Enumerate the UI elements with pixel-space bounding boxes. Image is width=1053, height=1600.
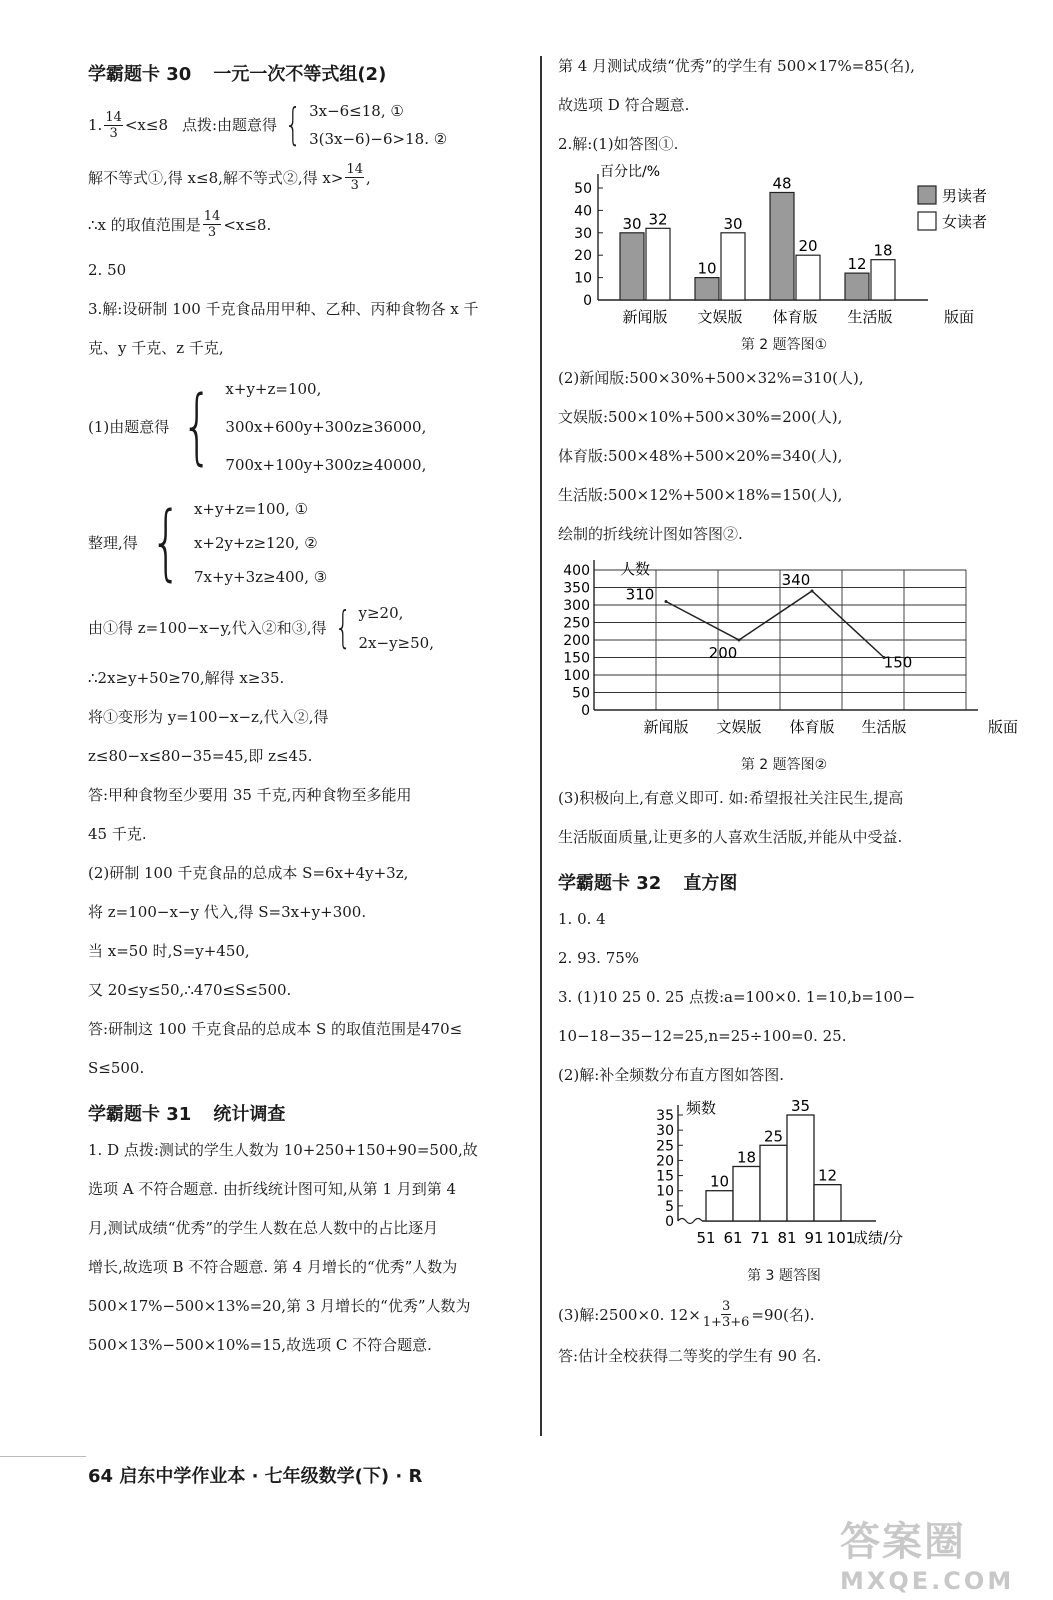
footer-rule bbox=[0, 1456, 86, 1457]
data-label: 340 bbox=[781, 571, 811, 589]
right-column bbox=[558, 56, 1019, 1366]
section-32-heading bbox=[558, 869, 1010, 895]
text-line: (3)积极向上,有意义即可. 如:希望报社关注民生,提高 bbox=[558, 789, 904, 807]
y-tick-label: 250 bbox=[563, 615, 590, 632]
bar bbox=[796, 255, 820, 300]
q3-system-2 bbox=[88, 492, 520, 594]
numerator: 3 bbox=[721, 1299, 731, 1314]
column-divider bbox=[540, 56, 542, 1436]
solution-line: 当 x=50 时,S=y+450, bbox=[88, 942, 250, 960]
x-tick-label: 生活版 bbox=[861, 718, 907, 736]
solution-line: 答:甲种食物至少要用 35 千克,丙种食物至多能用 bbox=[88, 786, 412, 804]
y-tick-label: 5 bbox=[665, 1198, 674, 1215]
q3-solution-lines bbox=[88, 668, 520, 1078]
watermark-url: MXQE.COM bbox=[840, 1567, 1015, 1595]
histogram-bar bbox=[814, 1185, 841, 1221]
bar-chart-readers bbox=[558, 160, 1010, 330]
data-label: 150 bbox=[883, 653, 913, 672]
data-label: 10 bbox=[697, 259, 717, 278]
q3-line: 3.解:设研制 100 千克食品用甲种、乙种、丙种食物各 x 千 bbox=[88, 300, 479, 318]
brace: { bbox=[284, 99, 302, 150]
data-label: 18 bbox=[873, 241, 893, 260]
fraction bbox=[703, 1299, 750, 1330]
solution-line: 增长,故选项 B 不符合题意. 第 4 月增长的“优秀”人数为 bbox=[88, 1258, 458, 1276]
text: <x≤8. bbox=[223, 215, 272, 234]
y-tick-label: 300 bbox=[563, 598, 590, 614]
denominator: 1+3+6 bbox=[702, 1315, 750, 1330]
x-tick-label: 新闻版 bbox=[622, 308, 668, 326]
y-tick-label: 50 bbox=[574, 181, 592, 197]
y-tick-label: 0 bbox=[583, 293, 592, 309]
brace: { bbox=[150, 495, 182, 590]
left-column bbox=[88, 56, 520, 1355]
q3-system-1 bbox=[88, 370, 520, 484]
histogram-bar bbox=[706, 1191, 733, 1221]
solution-line: 1. D 点拨:测试的学生人数为 10+250+150+90=500,故 bbox=[88, 1141, 478, 1159]
text: ∴x 的取值范围是 bbox=[88, 215, 201, 234]
solution-line: 又 20≤y≤50,∴470≤S≤500. bbox=[88, 981, 292, 999]
x-tick-label: 91 bbox=[804, 1229, 824, 1247]
legend-swatch bbox=[918, 212, 936, 230]
text-line: 2.解:(1)如答图①. bbox=[558, 135, 679, 153]
bar bbox=[770, 192, 794, 300]
text-line: (2)新闻版:500×30%+500×32%=310(人), bbox=[558, 369, 864, 387]
text: , bbox=[366, 168, 371, 187]
data-label: 30 bbox=[723, 214, 743, 233]
y-tick-label: 10 bbox=[656, 1183, 674, 1200]
data-point bbox=[665, 600, 668, 603]
q33-line bbox=[558, 1299, 1010, 1330]
data-label: 200 bbox=[708, 644, 738, 662]
data-label: 12 bbox=[847, 255, 867, 274]
numerator: 14 bbox=[203, 209, 221, 224]
text-line: 1. 0. 4 bbox=[558, 910, 606, 928]
data-label: 310 bbox=[625, 585, 655, 604]
q1-line2 bbox=[88, 162, 520, 193]
q1-answer: <x≤8 bbox=[124, 116, 168, 134]
bar bbox=[721, 233, 745, 300]
text-line: 文娱版:500×10%+500×30%=200(人), bbox=[558, 408, 843, 426]
y-tick-label: 10 bbox=[574, 270, 592, 287]
text-line: 2. 93. 75% bbox=[558, 949, 640, 967]
text-line: 生活版:500×12%+500×18%=150(人), bbox=[558, 486, 843, 504]
axis-break bbox=[678, 1219, 702, 1224]
system-lines bbox=[359, 602, 434, 654]
histogram-bar bbox=[760, 1145, 787, 1221]
x-axis-label: 版面 bbox=[988, 718, 1019, 736]
legend-swatch bbox=[918, 186, 936, 204]
solution-line: 选项 A 不符合题意. 由折线统计图可知,从第 1 月到第 4 bbox=[88, 1180, 457, 1198]
data-label: 48 bbox=[772, 174, 792, 193]
fraction bbox=[345, 162, 364, 193]
denominator: 3 bbox=[350, 178, 359, 193]
data-label: 20 bbox=[798, 237, 818, 256]
text-line: 体育版:500×48%+500×20%=340(人), bbox=[558, 447, 843, 465]
solution-line: 答:研制这 100 千克食品的总成本 S 的取值范围是470≤ bbox=[88, 1020, 463, 1038]
text-line: 绘制的折线统计图如答图②. bbox=[558, 525, 743, 543]
text-line: 10−18−35−12=25,n=25÷100=0. 25. bbox=[558, 1027, 847, 1045]
bar bbox=[845, 273, 869, 300]
system-line: x+y+z=100, bbox=[225, 380, 322, 398]
text-line: (2)解:补全频数分布直方图如答图. bbox=[558, 1066, 785, 1084]
legend-label: 女读者 bbox=[942, 213, 988, 231]
q1-line3 bbox=[88, 209, 520, 240]
system-line: x+y+z=100, ① bbox=[193, 500, 309, 518]
text: =90(名). bbox=[751, 1305, 815, 1324]
solution-line: 500×13%−500×10%=15,故选项 C 不符合题意. bbox=[88, 1336, 432, 1354]
data-label: 32 bbox=[648, 210, 668, 229]
system-line: 3x−6≤18, ① bbox=[309, 102, 404, 120]
x-tick-label: 文娱版 bbox=[697, 308, 743, 326]
x-tick-label: 101 bbox=[826, 1229, 856, 1247]
data-point bbox=[738, 639, 741, 642]
q1-number: 1. bbox=[88, 116, 103, 134]
solution-line: ∴2x≥y+50≥70,解得 x≥35. bbox=[88, 669, 285, 687]
text: 由①得 z=100−x−y,代入②和③,得 bbox=[88, 619, 327, 637]
data-label: 12 bbox=[817, 1166, 838, 1185]
denominator: 3 bbox=[109, 125, 118, 141]
solution-line: 将 z=100−x−y 代入,得 S=3x+y+300. bbox=[88, 903, 367, 921]
series-line bbox=[666, 591, 884, 658]
section-title: 学霸题卡 32 bbox=[558, 873, 662, 894]
brace: { bbox=[334, 602, 351, 653]
text: 解不等式①,得 x≤8,解不等式②,得 x> bbox=[88, 168, 344, 187]
section-title: 学霸题卡 31 bbox=[88, 1104, 192, 1125]
brace: { bbox=[181, 379, 213, 474]
data-point bbox=[811, 590, 814, 593]
q3-system-3 bbox=[88, 602, 520, 654]
y-tick-label: 50 bbox=[572, 685, 590, 702]
system-line: 2x−y≥50, bbox=[358, 634, 434, 652]
figure-caption: 第 3 题答图 bbox=[747, 1268, 821, 1284]
bar bbox=[646, 228, 670, 300]
y-tick-label: 20 bbox=[656, 1153, 674, 1170]
data-label: 35 bbox=[790, 1097, 811, 1115]
x-tick-label: 61 bbox=[723, 1229, 743, 1247]
watermark-text: 答案圈 bbox=[840, 1519, 966, 1565]
q3-line: 克、y 千克、z 千克, bbox=[88, 339, 224, 357]
y-axis-label: 人数 bbox=[620, 560, 651, 578]
page-footer: 64 启东中学作业本 · 七年级数学(下) · R bbox=[88, 1466, 423, 1487]
histogram-bar bbox=[733, 1166, 760, 1221]
text-line: 生活版面质量,让更多的人喜欢生活版,并能从中受益. bbox=[558, 828, 903, 846]
data-label: 18 bbox=[736, 1148, 757, 1167]
x-tick-label: 新闻版 bbox=[643, 718, 689, 736]
text: (3)解:2500×0. 12× bbox=[558, 1305, 701, 1324]
x-tick-label: 71 bbox=[750, 1229, 770, 1247]
y-tick-label: 30 bbox=[656, 1123, 674, 1140]
fraction bbox=[104, 110, 123, 141]
x-tick-label: 体育版 bbox=[772, 308, 818, 326]
histogram-scores bbox=[558, 1091, 1010, 1261]
text-line: 3. (1)10 25 0. 25 点拨:a=100×0. 1=10,b=100− bbox=[558, 988, 916, 1006]
y-tick-label: 25 bbox=[656, 1138, 674, 1155]
y-axis-label: 百分比/% bbox=[600, 164, 661, 180]
data-label: 10 bbox=[709, 1172, 730, 1191]
numerator: 14 bbox=[105, 109, 122, 125]
y-tick-label: 0 bbox=[581, 703, 590, 719]
section-subtitle: 一元一次不等式组(2) bbox=[213, 64, 387, 85]
q1-hint: 点拨:由题意得 bbox=[182, 116, 278, 134]
solution-line: z≤80−x≤80−35=45,即 z≤45. bbox=[88, 747, 313, 765]
y-tick-label: 200 bbox=[563, 633, 590, 649]
solution-line: 500×17%−500×13%=20,第 3 月增长的“优秀”人数为 bbox=[88, 1297, 471, 1315]
text-line: 故选项 D 符合题意. bbox=[558, 96, 690, 114]
system-line: 700x+100y+300z≥40000, bbox=[225, 456, 427, 474]
x-axis-label: 版面 bbox=[944, 308, 975, 326]
solution-line: S≤500. bbox=[88, 1059, 145, 1077]
x-tick-label: 体育版 bbox=[789, 718, 835, 736]
x-tick-label: 51 bbox=[696, 1229, 716, 1247]
solution-line: 将①变形为 y=100−x−z,代入②,得 bbox=[88, 708, 329, 726]
histogram-bar bbox=[787, 1115, 814, 1221]
system-line: y≥20, bbox=[358, 604, 404, 622]
y-axis-label: 频数 bbox=[686, 1099, 717, 1117]
y-tick-label: 350 bbox=[563, 580, 590, 597]
bar bbox=[871, 260, 895, 300]
line-chart-people bbox=[558, 550, 1019, 750]
y-tick-label: 15 bbox=[656, 1168, 674, 1185]
section-subtitle: 统计调查 bbox=[213, 1104, 286, 1125]
x-tick-label: 文娱版 bbox=[716, 718, 762, 736]
q1-line1 bbox=[88, 100, 520, 150]
solution-line: 45 千克. bbox=[88, 825, 147, 843]
y-tick-label: 150 bbox=[563, 650, 590, 667]
x-tick-label: 81 bbox=[777, 1229, 797, 1247]
text-line: 第 4 月测试成绩“优秀”的学生有 500×17%=85(名), bbox=[558, 57, 915, 75]
section-subtitle: 直方图 bbox=[683, 873, 738, 894]
text: 整理,得 bbox=[88, 534, 138, 552]
solution-line: 月,测试成绩“优秀”的学生人数在总人数中的占比逐月 bbox=[88, 1219, 439, 1237]
x-axis-label: 成绩/分 bbox=[853, 1229, 904, 1247]
x-tick-label: 生活版 bbox=[847, 308, 893, 326]
solution-line: (2)研制 100 千克食品的总成本 S=6x+4y+3z, bbox=[88, 864, 409, 882]
text-line: 答:估计全校获得二等奖的学生有 90 名. bbox=[558, 1347, 822, 1365]
y-tick-label: 40 bbox=[574, 203, 592, 220]
numerator: 14 bbox=[346, 162, 363, 177]
y-tick-label: 20 bbox=[574, 248, 592, 265]
text: (1)由题意得 bbox=[88, 418, 170, 436]
y-tick-label: 400 bbox=[563, 563, 590, 579]
section-title: 学霸题卡 30 bbox=[88, 64, 192, 85]
data-label: 30 bbox=[622, 214, 642, 233]
denominator: 3 bbox=[207, 225, 217, 240]
fraction bbox=[203, 209, 222, 240]
system-line: 3(3x−6)−6>18. ② bbox=[309, 130, 448, 148]
system-lines bbox=[194, 492, 327, 594]
y-tick-label: 30 bbox=[574, 225, 592, 242]
q2-answer: 2. 50 bbox=[88, 261, 127, 279]
y-tick-label: 0 bbox=[665, 1214, 674, 1230]
watermark-logo bbox=[840, 1510, 1040, 1595]
y-tick-label: 35 bbox=[656, 1108, 674, 1124]
bar bbox=[695, 278, 719, 300]
system-lines bbox=[225, 370, 426, 484]
system-lines bbox=[309, 100, 447, 150]
system-line: x+2y+z≥120, ② bbox=[193, 534, 318, 552]
system-line: 7x+y+3z≥400, ③ bbox=[193, 568, 328, 586]
figure-caption: 第 2 题答图② bbox=[740, 757, 828, 773]
figure-caption: 第 2 题答图① bbox=[740, 337, 828, 353]
system-line: 300x+600y+300z≥36000, bbox=[225, 418, 427, 436]
data-label: 25 bbox=[763, 1127, 784, 1146]
legend-label: 男读者 bbox=[942, 187, 988, 205]
q31-lines bbox=[88, 1140, 520, 1355]
section-31-heading bbox=[88, 1100, 520, 1126]
section-30-heading bbox=[88, 60, 520, 86]
bar bbox=[620, 233, 644, 300]
y-tick-label: 100 bbox=[563, 668, 590, 684]
